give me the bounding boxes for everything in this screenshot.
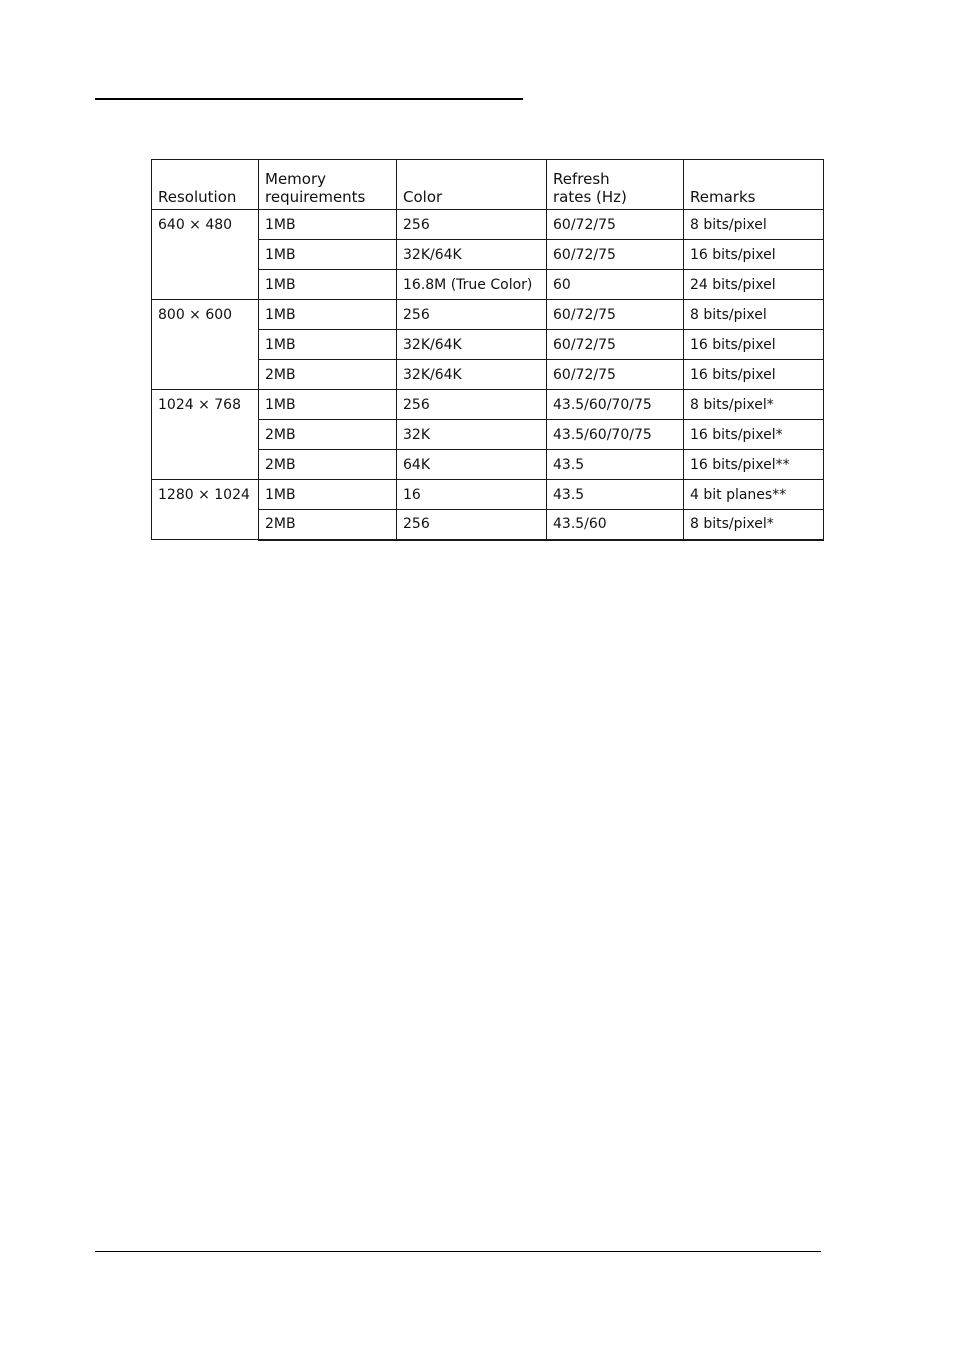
memory-cell: 1MB [259, 210, 397, 240]
color-cell: 32K/64K [397, 240, 547, 270]
memory-cell: 2MB [259, 360, 397, 390]
table-row [152, 390, 824, 420]
footer-rule [95, 1251, 821, 1252]
table-header-row [152, 160, 824, 210]
remarks-cell: 16 bits/pixel* [684, 420, 824, 450]
table-row [152, 210, 824, 240]
resolution-spec-table [151, 159, 824, 541]
remarks-cell: 16 bits/pixel [684, 360, 824, 390]
memory-cell: 1MB [259, 390, 397, 420]
color-cell: 32K [397, 420, 547, 450]
resolution-cell: 800 × 600 [152, 300, 259, 390]
refresh-cell: 60/72/75 [547, 300, 684, 330]
refresh-cell: 60/72/75 [547, 330, 684, 360]
table-row [152, 300, 824, 330]
resolution-cell: 1280 × 1024 [152, 480, 259, 540]
refresh-cell: 60/72/75 [547, 210, 684, 240]
remarks-cell: 8 bits/pixel [684, 300, 824, 330]
refresh-cell: 60 [547, 270, 684, 300]
header-refresh: Refresh rates (Hz) [547, 160, 684, 210]
remarks-cell: 24 bits/pixel [684, 270, 824, 300]
remarks-cell: 8 bits/pixel [684, 210, 824, 240]
memory-cell: 2MB [259, 450, 397, 480]
refresh-cell: 60/72/75 [547, 240, 684, 270]
color-cell: 32K/64K [397, 360, 547, 390]
memory-cell: 1MB [259, 480, 397, 510]
header-memory: Memory requirements [259, 160, 397, 210]
memory-cell: 1MB [259, 330, 397, 360]
remarks-cell: 8 bits/pixel* [684, 390, 824, 420]
table-row [152, 480, 824, 510]
color-cell: 256 [397, 210, 547, 240]
remarks-cell: 8 bits/pixel* [684, 510, 824, 540]
remarks-cell: 4 bit planes** [684, 480, 824, 510]
header-color: Color [397, 160, 547, 210]
refresh-cell: 43.5 [547, 480, 684, 510]
color-cell: 64K [397, 450, 547, 480]
memory-cell: 1MB [259, 300, 397, 330]
header-remarks: Remarks [684, 160, 824, 210]
refresh-cell: 60/72/75 [547, 360, 684, 390]
refresh-cell: 43.5/60 [547, 510, 684, 540]
refresh-cell: 43.5 [547, 450, 684, 480]
resolution-cell: 640 × 480 [152, 210, 259, 300]
memory-cell: 2MB [259, 510, 397, 540]
top-rule [95, 98, 523, 100]
color-cell: 256 [397, 390, 547, 420]
resolution-cell: 1024 × 768 [152, 390, 259, 480]
refresh-cell: 43.5/60/70/75 [547, 420, 684, 450]
remarks-cell: 16 bits/pixel [684, 240, 824, 270]
color-cell: 16 [397, 480, 547, 510]
header-resolution: Resolution [152, 160, 259, 210]
color-cell: 256 [397, 510, 547, 540]
color-cell: 32K/64K [397, 330, 547, 360]
memory-cell: 2MB [259, 420, 397, 450]
remarks-cell: 16 bits/pixel** [684, 450, 824, 480]
color-cell: 16.8M (True Color) [397, 270, 547, 300]
memory-cell: 1MB [259, 240, 397, 270]
refresh-cell: 43.5/60/70/75 [547, 390, 684, 420]
remarks-cell: 16 bits/pixel [684, 330, 824, 360]
memory-cell: 1MB [259, 270, 397, 300]
color-cell: 256 [397, 300, 547, 330]
